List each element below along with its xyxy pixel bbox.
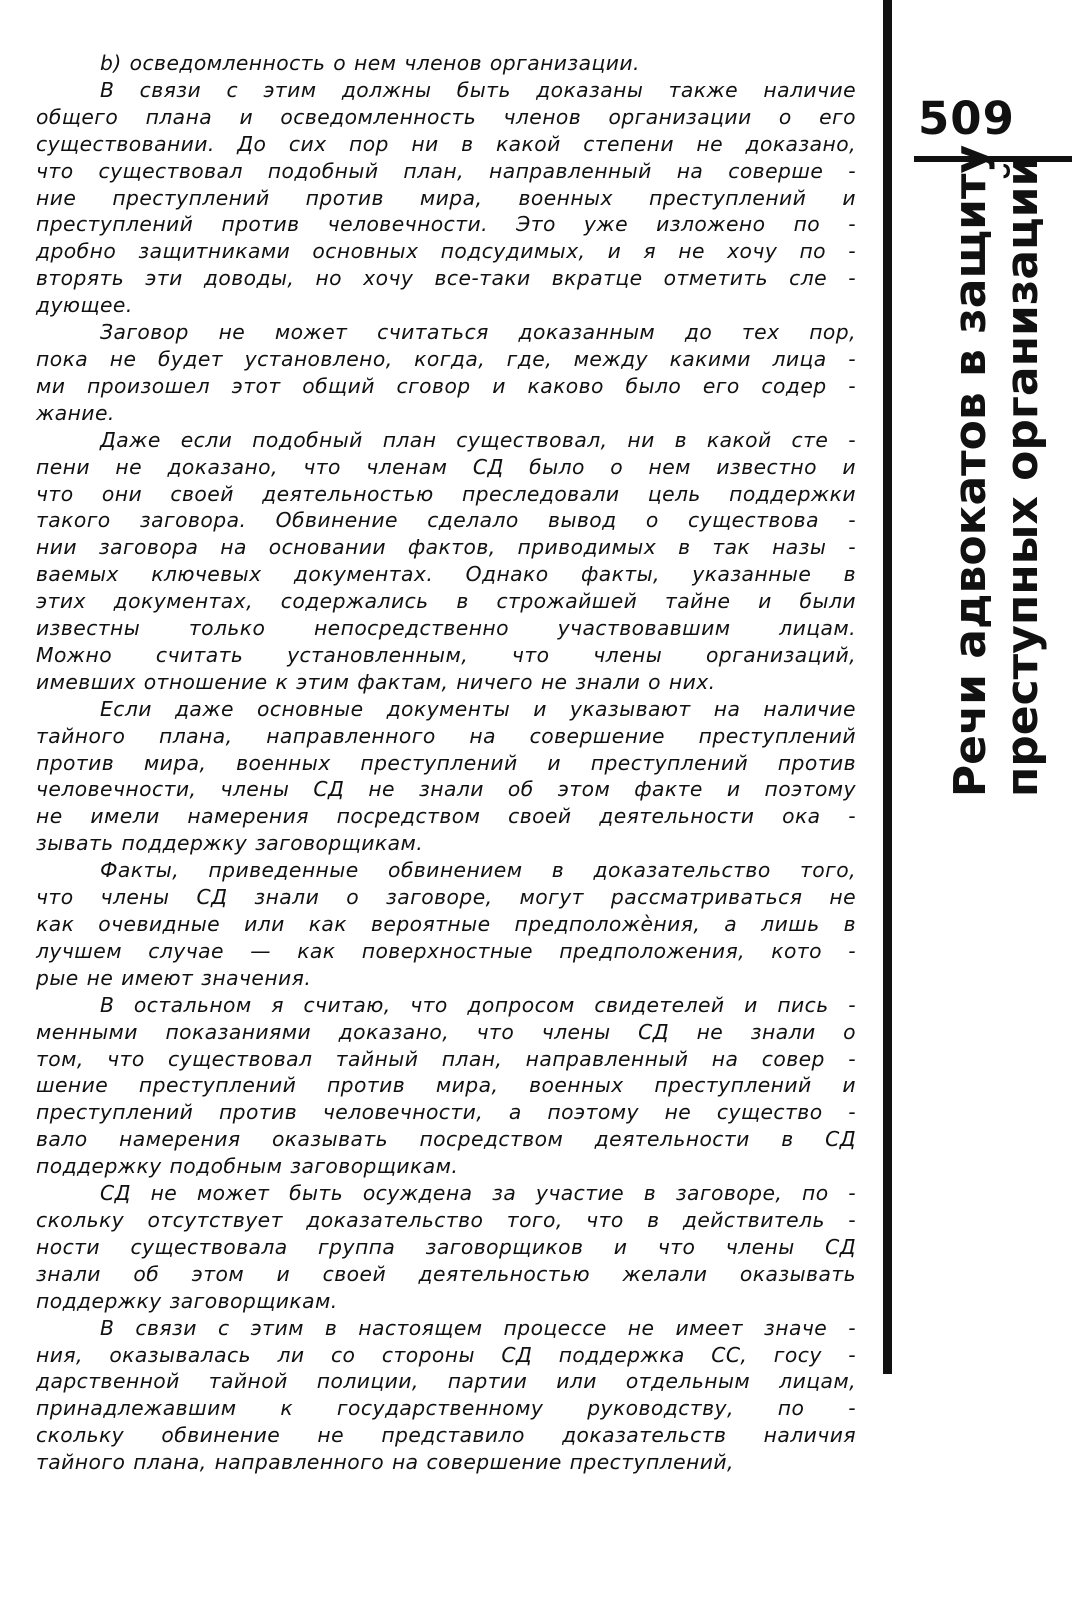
text-line: дробно защитниками основных подсудимых, и я не хочу по - <box>36 239 856 264</box>
text-line: лучшем случае — как поверхностные предположения, кото - <box>36 938 856 963</box>
main-text-column <box>36 50 856 1476</box>
text-line: ваемых ключевых документах. Однако факты, указанные в <box>36 562 856 587</box>
text-line: В связи с этим в настоящем процессе не имеет значе - <box>100 1315 856 1340</box>
text-line: что члены СД знали о заговоре, могут рассматриваться не <box>36 885 856 910</box>
text-line: человечности, члены СД не знали об этом факте и поэтому <box>36 777 856 802</box>
text-line: как очевидные или как вероятные предположѐния, а лишь в <box>36 912 856 936</box>
text-line: этих документах, содержались в строжайшей тайне и были <box>36 589 856 614</box>
side-title-text <box>945 145 1049 797</box>
text-line: дарственной тайной полиции, партии или отдельным лицам, <box>36 1369 856 1394</box>
text-line: ние преступлений против мира, военных преступлений и <box>36 185 856 210</box>
text-line: том, что существовал тайный план, направленный на совер - <box>36 1046 856 1071</box>
text-line: поддержку заговорщикам. <box>36 1288 338 1313</box>
paragraph <box>36 1180 856 1315</box>
text-line: ности существовала группа заговорщиков и что члены СД <box>36 1234 856 1259</box>
paragraph <box>36 427 856 696</box>
paragraph <box>36 319 856 427</box>
paragraph <box>36 857 856 992</box>
text-line: известны только непосредственно участвовавшим лицам. <box>36 616 856 641</box>
text-line: зывать поддержку заговорщикам. <box>36 831 424 856</box>
text-line: пени не доказано, что членам СД было о нем известно и <box>36 454 856 479</box>
paragraph <box>36 992 856 1180</box>
text-line: СД не может быть осуждена за участие в заговоре, по - <box>100 1181 856 1206</box>
paragraph <box>36 50 856 77</box>
text-line: существовании. До сих пор ни в какой степени не доказано, <box>36 131 856 156</box>
text-line: вало намерения оказывать посредством деятельности в СД <box>36 1127 856 1152</box>
text-line: скольку отсутствует доказательство того, что в действитель - <box>36 1207 856 1232</box>
text-line: имевших отношение к этим фактам, ничего не знали о них. <box>36 669 716 694</box>
text-line: вторять эти доводы, но хочу все-таки вкратце отметить сле - <box>36 266 856 291</box>
text-line: дующее. <box>36 293 133 318</box>
text-line: Факты, приведенные обвинением в доказательство того, <box>100 858 856 883</box>
text-line: тайного плана, направленного на совершение преступлений, <box>36 1450 734 1475</box>
text-line: Можно считать установленным, что члены организаций, <box>36 642 856 667</box>
text-line: В связи с этим должны быть доказаны также наличие <box>100 77 856 102</box>
text-line: преступлений против человечности. Это уже изложено по - <box>36 212 856 237</box>
text-line: что они своей деятельностью преследовали цель поддержки <box>36 481 856 506</box>
margin-rule <box>883 0 892 1374</box>
text-line: преступлений против человечности, а поэтому не существо - <box>36 1100 856 1125</box>
text-line: Даже если подобный план существовал, ни в какой сте - <box>100 427 856 452</box>
text-line: скольку обвинение не представило доказательств наличия <box>36 1423 856 1448</box>
text-line: тайного плана, направленного на совершение преступлений <box>36 723 856 748</box>
text-line: нии заговора на основании фактов, приводимых в так назы - <box>36 535 856 560</box>
text-line: Заговор не может считаться доказанным до тех пор, <box>100 320 856 345</box>
text-line: такого заговора. Обвинение сделало вывод о существова - <box>36 508 856 533</box>
text-line: общего плана и осведомленность членов организации о его <box>36 104 856 129</box>
paragraph <box>36 77 856 319</box>
side-title-line-2: преступных организаций <box>997 155 1048 798</box>
text-line: В остальном я считаю, что допросом свидетелей и пись - <box>100 992 856 1017</box>
text-line: b) осведомленность о нем членов организации. <box>100 51 640 75</box>
text-line: менными показаниями доказано, что члены СД не знали о <box>36 1019 856 1044</box>
text-line: знали об этом и своей деятельностью желали оказывать <box>36 1261 856 1286</box>
page-number: 509 <box>918 92 1015 145</box>
text-line: рые не имеют значения. <box>36 965 312 990</box>
text-line: ния, оказывалась ли со стороны СД поддержка СС, госу - <box>36 1342 856 1367</box>
text-line: шение преступлений против мира, военных преступлений и <box>36 1073 856 1098</box>
paragraph <box>36 1315 856 1476</box>
text-line: против мира, военных преступлений и преступлений против <box>36 750 856 775</box>
side-title-line-1: Речи адвокатов в защиту <box>945 144 996 798</box>
paragraph <box>36 696 856 857</box>
text-line: не имели намерения посредством своей деятельности ока - <box>36 804 856 829</box>
text-line: ми произошел этот общий сговор и каково было его содер - <box>36 373 856 398</box>
text-line: что существовал подобный план, направленный на соверше - <box>36 158 856 183</box>
text-line: пока не будет установлено, когда, где, между какими лица - <box>36 346 856 371</box>
text-line: жание. <box>36 400 115 425</box>
text-line: поддержку подобным заговорщикам. <box>36 1154 459 1179</box>
text-line: Если даже основные документы и указывают на наличие <box>100 696 856 721</box>
text-line: принадлежавшим к государственному руководству, по - <box>36 1396 856 1421</box>
